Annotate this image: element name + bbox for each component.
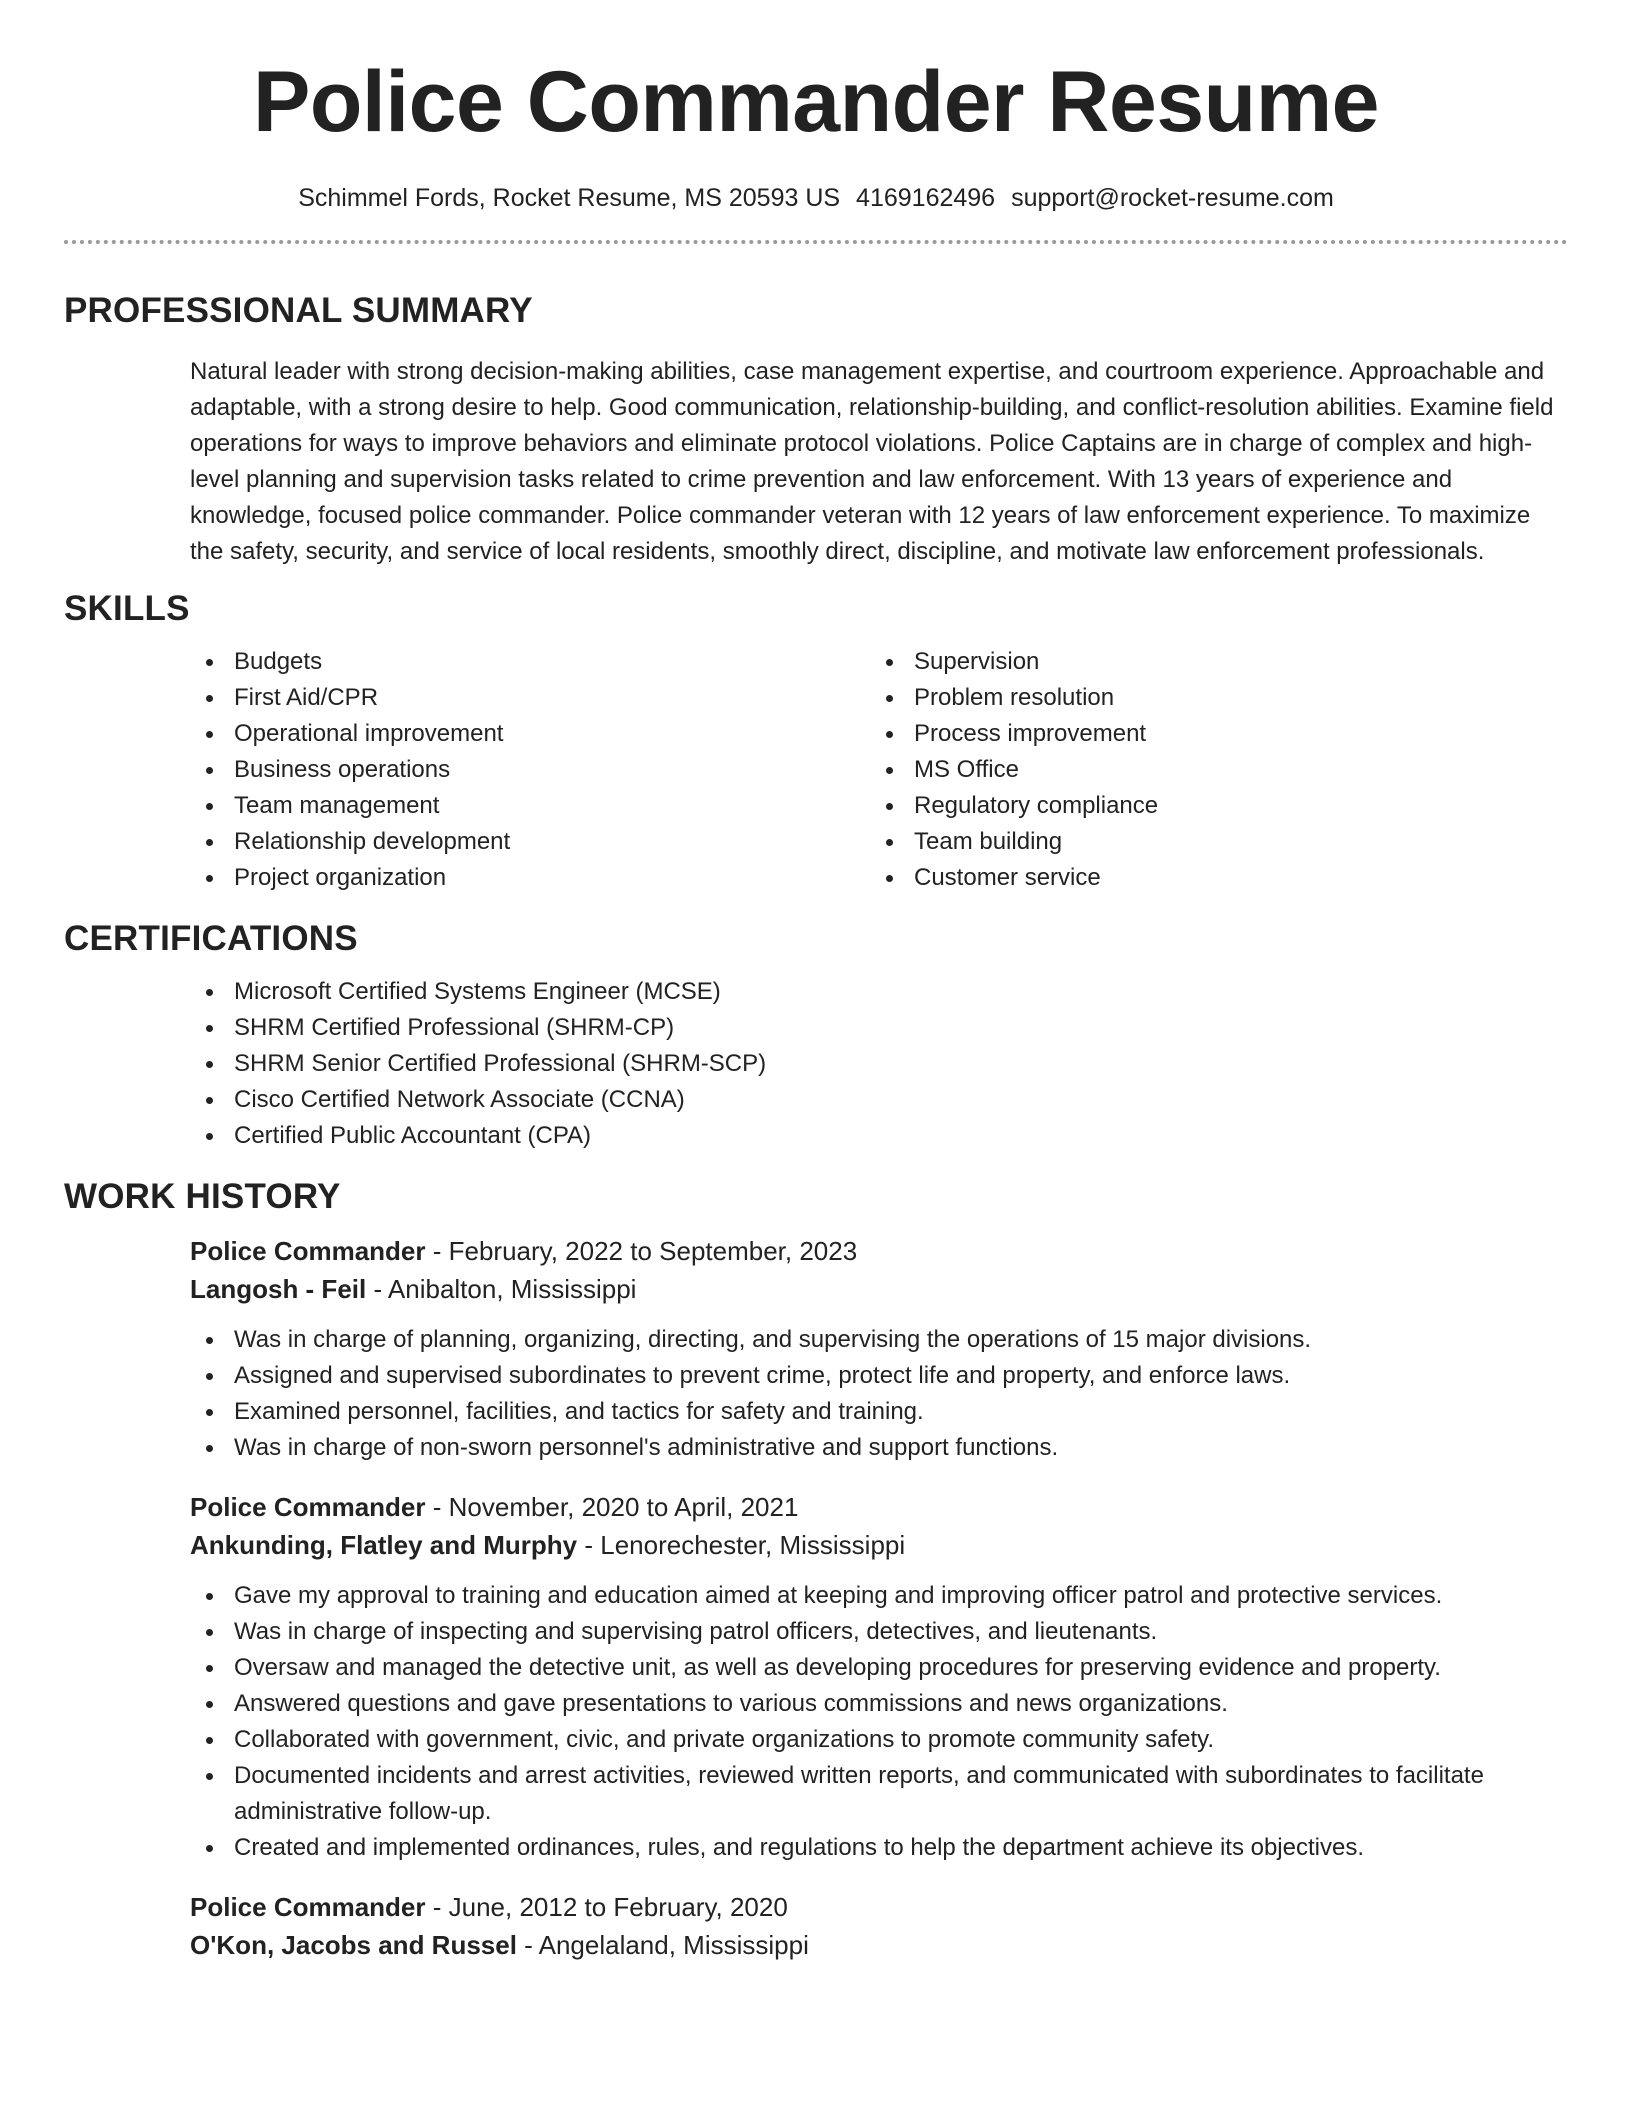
job-bullets xyxy=(190,1578,1568,1866)
job-company-line xyxy=(190,1926,1568,1964)
job-location: - Anibalton, Mississippi xyxy=(366,1274,637,1304)
list-item: Cisco Certified Network Associate (CCNA) xyxy=(190,1082,1568,1118)
job-title-line xyxy=(190,1488,1568,1526)
list-item: Was in charge of inspecting and supervising patrol officers, detectives, and lieutenants. xyxy=(190,1614,1568,1650)
skills-list-left xyxy=(190,644,870,896)
list-item: MS Office xyxy=(870,752,1550,788)
list-item: Operational improvement xyxy=(190,716,870,752)
job-dates: - November, 2020 to April, 2021 xyxy=(425,1492,799,1522)
contact-email: support@rocket-resume.com xyxy=(1011,184,1334,212)
contact-phone: 4169162496 xyxy=(856,184,996,212)
list-item: Microsoft Certified Systems Engineer (MCSE) xyxy=(190,974,1568,1010)
list-item: Team building xyxy=(870,824,1550,860)
job-location: - Angelaland, Mississippi xyxy=(516,1930,809,1960)
summary-heading: PROFESSIONAL SUMMARY xyxy=(64,291,533,330)
list-item: Process improvement xyxy=(870,716,1550,752)
list-item: Problem resolution xyxy=(870,680,1550,716)
header-divider xyxy=(64,240,1568,244)
list-item: Answered questions and gave presentations to various commissions and news organizations. xyxy=(190,1686,1568,1722)
list-item: Team management xyxy=(190,788,870,824)
job-entry xyxy=(190,1888,1568,1964)
list-item: Was in charge of non-sworn personnel's administrative and support functions. xyxy=(190,1430,1568,1466)
list-item: Relationship development xyxy=(190,824,870,860)
list-item: Gave my approval to training and education aimed at keeping and improving officer patrol and protective services. xyxy=(190,1578,1568,1614)
list-item: Business operations xyxy=(190,752,870,788)
resume-title: Police Commander Resume xyxy=(253,54,1379,150)
job-entry xyxy=(190,1488,1568,1866)
skills-grid xyxy=(190,644,1568,896)
job-title: Police Commander xyxy=(190,1492,426,1522)
list-item: Oversaw and managed the detective unit, as well as developing procedures for preserving evidence and property. xyxy=(190,1650,1568,1686)
list-item: Supervision xyxy=(870,644,1550,680)
list-item: Collaborated with government, civic, and private organizations to promote community safety. xyxy=(190,1722,1568,1758)
list-item: First Aid/CPR xyxy=(190,680,870,716)
job-title: Police Commander xyxy=(190,1236,426,1266)
list-item: Regulatory compliance xyxy=(870,788,1550,824)
work-history-heading: WORK HISTORY xyxy=(64,1177,341,1216)
list-item: SHRM Senior Certified Professional (SHRM-SCP) xyxy=(190,1046,1568,1082)
job-dates: - June, 2012 to February, 2020 xyxy=(425,1892,788,1922)
summary-text: Natural leader with strong decision-making abilities, case management expertise, and courtroom experience. Approachable and adaptable, with a strong desire to help. Good communication, relationship-building, and conflict-resolution abilities. Examine field operations for ways to improve behaviors and eliminate protocol violations. Police Captains are in charge of complex and high-level planning and supervision tasks related to crime prevention and law enforcement. With 13 years of experience and knowledge, focused police commander. Police commander veteran with 12 years of law enforcement experience. To maximize the safety, security, and service of local residents, smoothly direct, discipline, and motivate law enforcement professionals. xyxy=(190,358,1554,565)
list-item: Was in charge of planning, organizing, directing, and supervising the operations of 15 major divisions. xyxy=(190,1322,1568,1358)
list-item: Created and implemented ordinances, rules, and regulations to help the department achieve its objectives. xyxy=(190,1830,1568,1866)
list-item: SHRM Certified Professional (SHRM-CP) xyxy=(190,1010,1568,1046)
job-title-line xyxy=(190,1232,1568,1270)
job-company: Ankunding, Flatley and Murphy xyxy=(190,1530,578,1560)
list-item: Customer service xyxy=(870,860,1550,896)
list-item: Documented incidents and arrest activities, reviewed written reports, and communicated with subordinates to facilitate administrative follow-up. xyxy=(190,1758,1568,1830)
job-company: Langosh - Feil xyxy=(190,1274,367,1304)
list-item: Project organization xyxy=(190,860,870,896)
job-bullets xyxy=(190,1322,1568,1466)
list-item: Certified Public Accountant (CPA) xyxy=(190,1118,1568,1154)
job-company-line xyxy=(190,1526,1568,1564)
skills-list-right xyxy=(870,644,1550,896)
job-entry xyxy=(190,1232,1568,1466)
contact-line xyxy=(64,182,1568,214)
list-item: Budgets xyxy=(190,644,870,680)
list-item: Assigned and supervised subordinates to prevent crime, protect life and property, and enforce laws. xyxy=(190,1358,1568,1394)
job-title: Police Commander xyxy=(190,1892,426,1922)
job-title-line xyxy=(190,1888,1568,1926)
job-company: O'Kon, Jacobs and Russel xyxy=(190,1930,517,1960)
job-location: - Lenorechester, Mississippi xyxy=(577,1530,906,1560)
certifications-list xyxy=(190,974,1568,1154)
job-company-line xyxy=(190,1270,1568,1308)
skills-heading: SKILLS xyxy=(64,589,190,628)
job-dates: - February, 2022 to September, 2023 xyxy=(425,1236,858,1266)
certifications-heading: CERTIFICATIONS xyxy=(64,919,358,958)
list-item: Examined personnel, facilities, and tactics for safety and training. xyxy=(190,1394,1568,1430)
contact-address: Schimmel Fords, Rocket Resume, MS 20593 US xyxy=(298,184,841,212)
